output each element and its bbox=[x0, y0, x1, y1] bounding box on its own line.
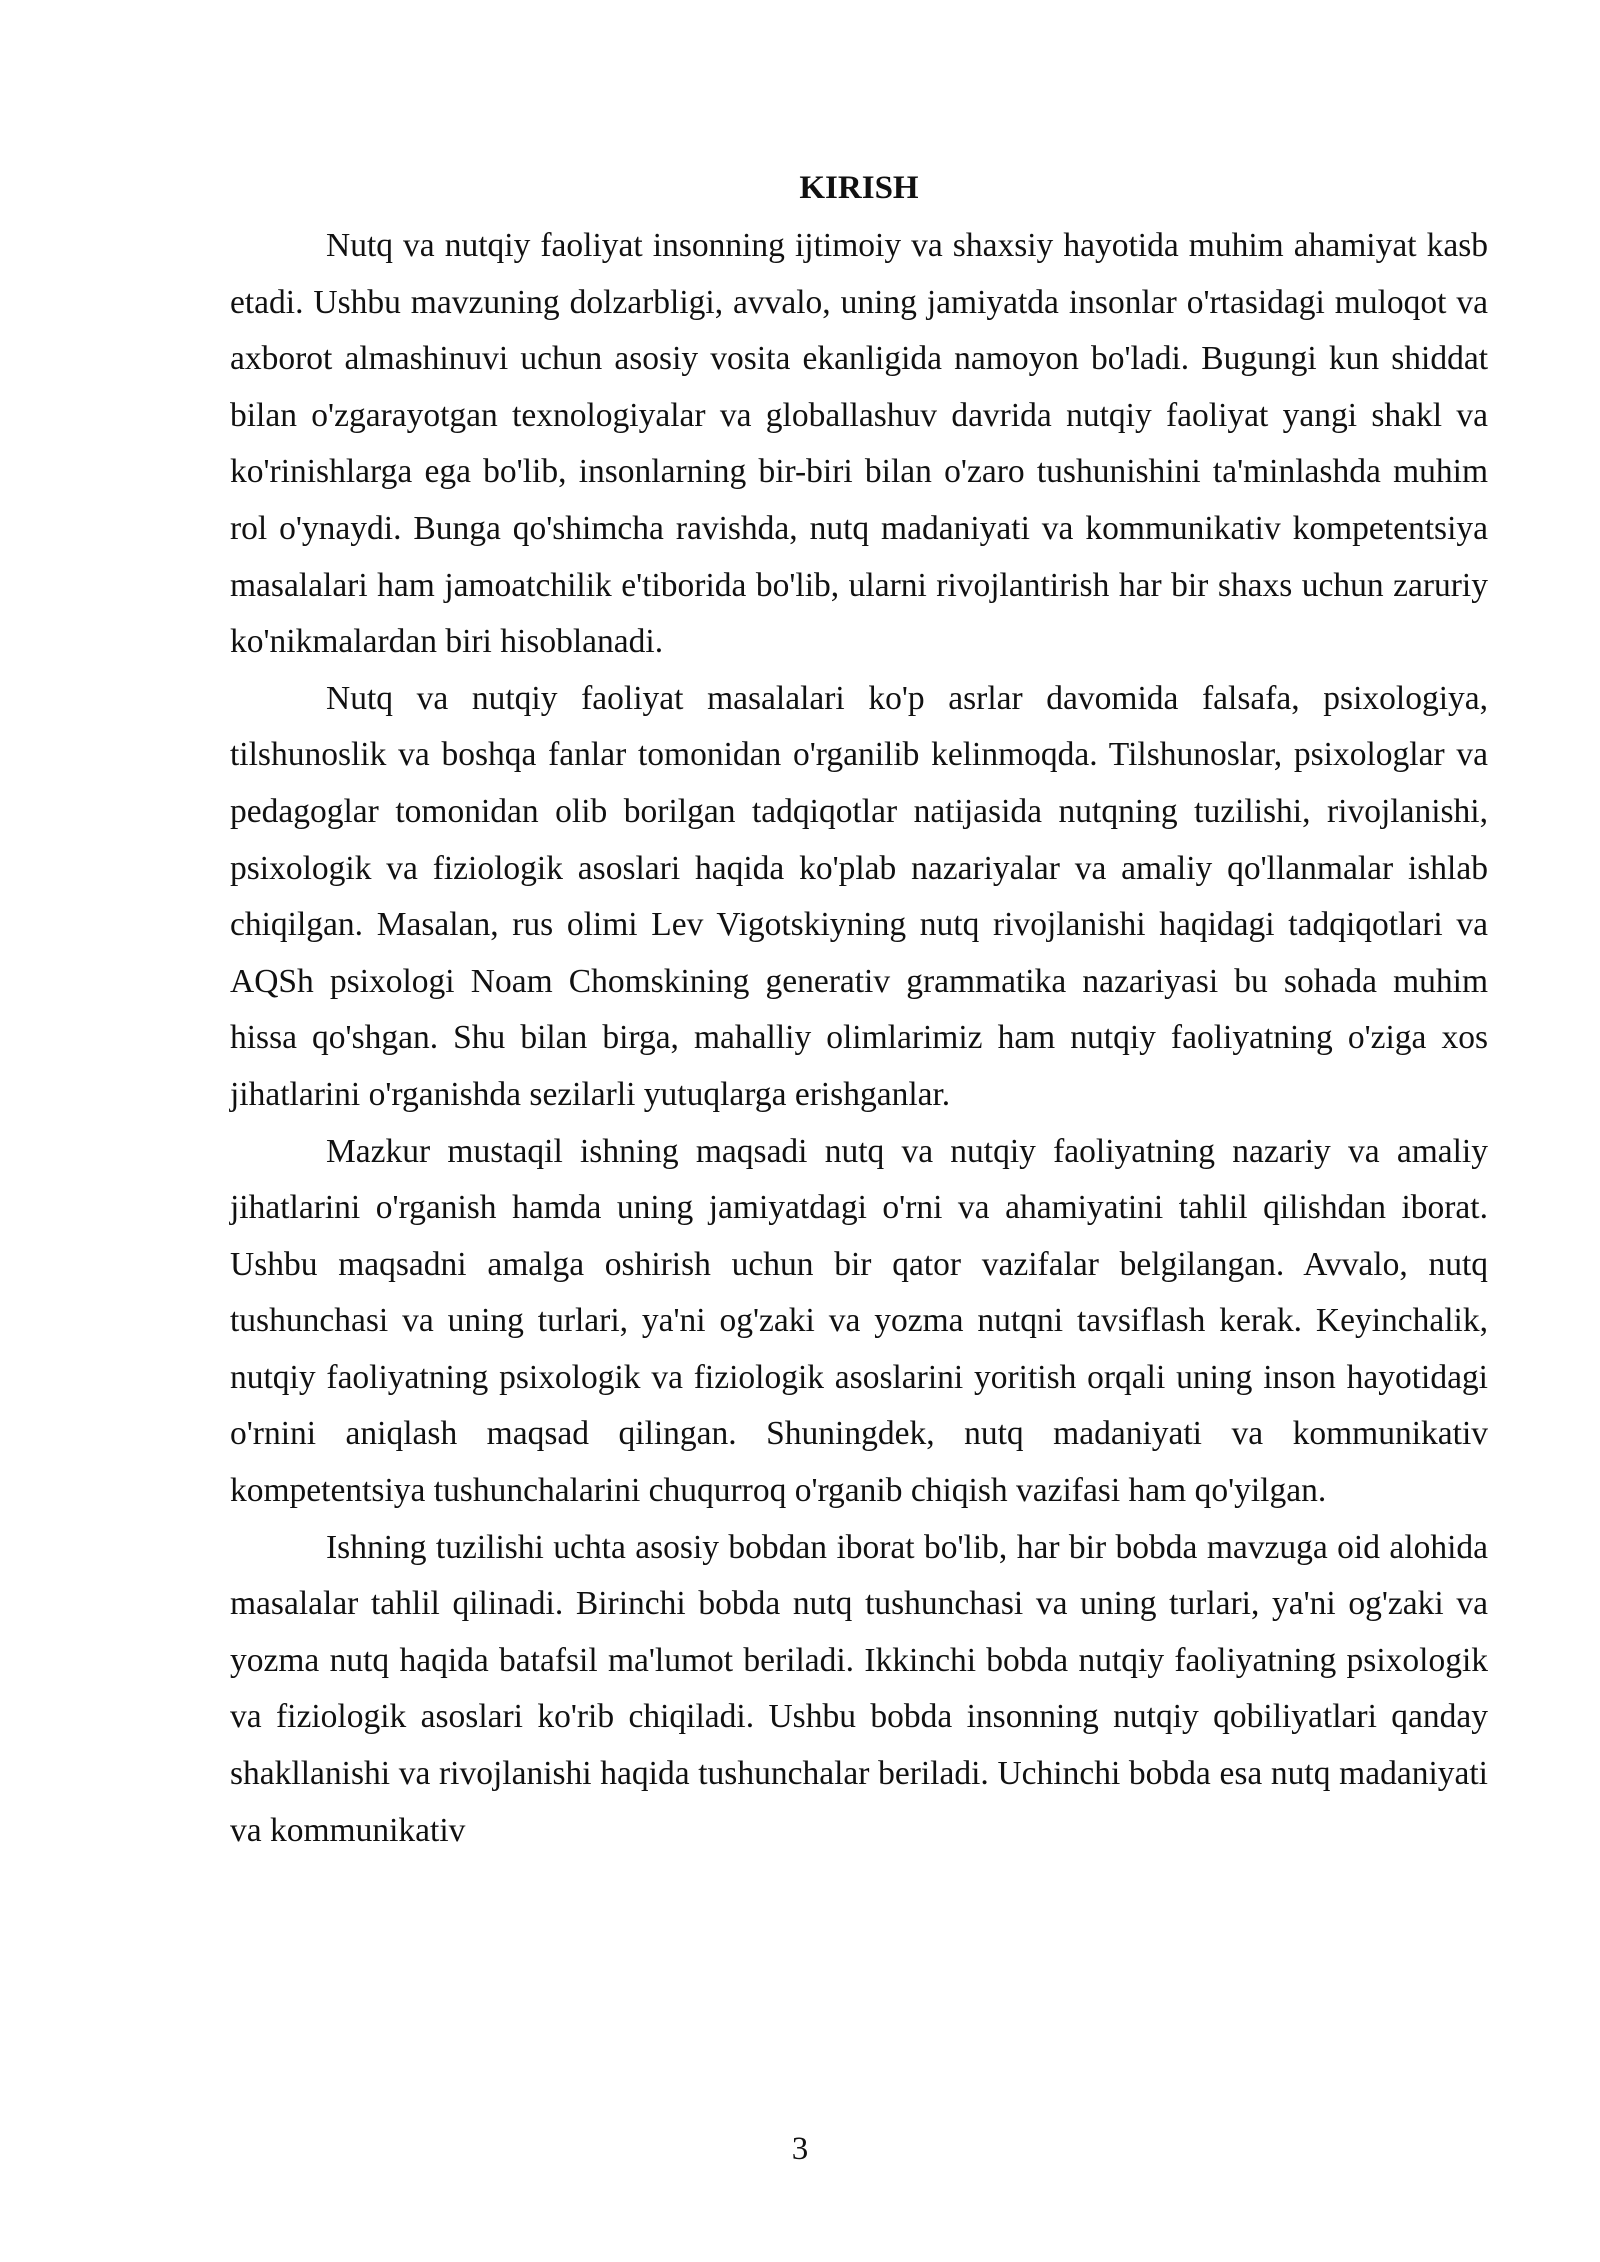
page-number: 3 bbox=[791, 2131, 809, 2167]
paragraph-4: Ishning tuzilishi uchta asosiy bobdan iborat bo'lib, har bir bobda mavzuga oid alohida masalalar tahlil qilinadi. Birinchi bobda nutq tushunchasi va uning turlari, ya'ni og'zaki va yozma nutq haqida batafsil ma'lumot beriladi. Ikkinchi bobda nutqiy faoliyatning psixologik va fiziologik asoslari ko'rib chiqiladi. Ushbu bobda insonning nutqiy qobiliyatlari qanday shakllanishi va rivojlanishi haqida tushunchalar beriladi. Uchinchi bobda esa nutq madaniyati va kommunikativ bbox=[230, 1528, 1488, 1849]
paragraph-3: Mazkur mustaqil ishning maqsadi nutq va nutqiy faoliyatning nazariy va amaliy jihatlarini o'rganish hamda uning jamiyatdagi o'rni va ahamiyatini tahlil qilishdan iborat. Ushbu maqsadni amalga oshirish uchun bir qator vazifalar belgilangan. Avvalo, nutq tushunchasi va uning turlari, ya'ni og'zaki va yozma nutqni tavsiflash kerak. Keyinchalik, nutqiy faoliyatning psixologik va fiziologik asoslarini yoritish orqali uning inson hayotidagi o'rnini aniqlash maqsad qilingan. Shuningdek, nutq madaniyati va kommunikativ kompetentsiya tushunchalarini chuqurroq o'rganib chiqish vazifasi ham qo'yilgan. bbox=[230, 1132, 1488, 1510]
section-heading: KIRISH bbox=[799, 170, 919, 206]
paragraph-1: Nutq va nutqiy faoliyat insonning ijtimoiy va shaxsiy hayotida muhim ahamiyat kasb etadi. Ushbu mavzuning dolzarbligi, avvalo, uning jamiyatda insonlar o'rtasidagi muloqot va axborot almashinuvi uchun asosiy vosita ekanligida namoyon bo'ladi. Bugungi kun shiddat bilan o'zgarayotgan texnologiyalar va globallashuv davrida nutqiy faoliyat yangi shakl va ko'rinishlarga ega bo'lib, insonlarning bir-biri bilan o'zaro tushunishini ta'minlashda muhim rol o'ynaydi. Bunga qo'shimcha ravishda, nutq madaniyati va kommunikativ kompetentsiya masalalari ham jamoatchilik e'tiborida bo'lib, ularni rivojlantirish har bir shaxs uchun zaruriy ko'nikmalardan biri hisoblanadi. bbox=[230, 227, 1488, 661]
paragraph-2: Nutq va nutqiy faoliyat masalalari ko'p asrlar davomida falsafa, psixologiya, tilshunoslik va boshqa fanlar tomonidan o'rganilib kelinmoqda. Tilshunoslar, psixologlar va pedagoglar tomonidan olib borilgan tadqiqotlar natijasida nutqning tuzilishi, rivojlanishi, psixologik va fiziologik asoslari haqida ko'plab nazariyalar va amaliy qo'llanmalar ishlab chiqilgan. Masalan, rus olimi Lev Vigotskiyning nutq rivojlanishi haqidagi tadqiqotlari va AQSh psixologi Noam Chomskining generativ grammatika nazariyasi bu sohada muhim hissa qo'shgan. Shu bilan birga, mahalliy olimlarimiz ham nutqiy faoliyatning o'ziga xos jihatlarini o'rganishda sezilarli yutuqlarga erishganlar. bbox=[230, 679, 1488, 1113]
page-content bbox=[230, 160, 1488, 1859]
